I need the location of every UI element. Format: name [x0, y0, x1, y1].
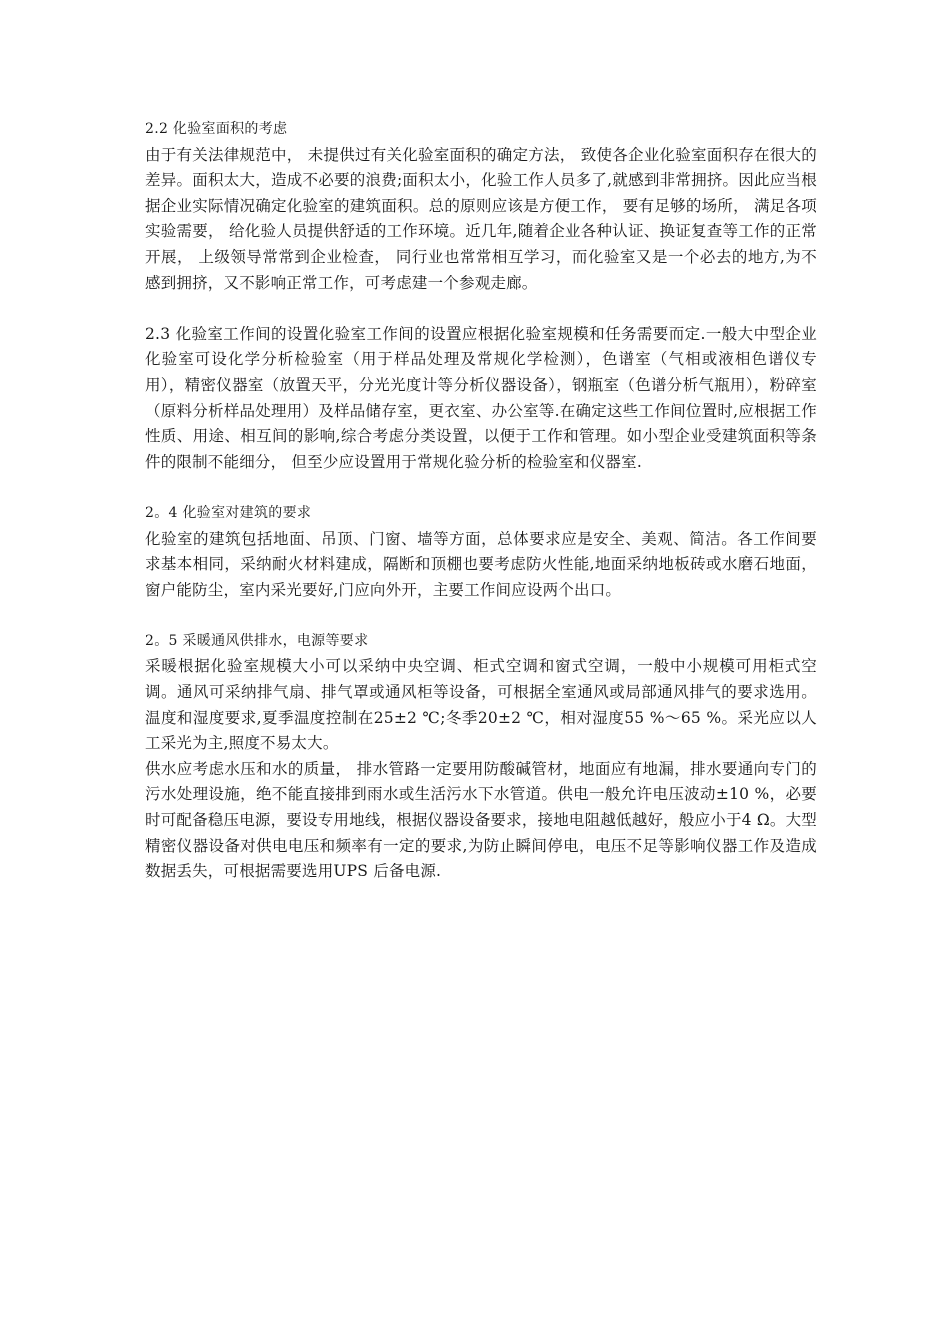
section-paragraph: 采暖根据化验室规模大小可以采纳中央空调、柜式空调和窗式空调，一般中小规模可用柜式空调。通风可采纳排气扇、排气罩或通风柜等设备，可根据全室通风或局部通风排气的要求选用。温度和湿度要求,夏季温度控制在25±2 ℃;冬季20±2 ℃，相对湿度55 %～65 %。采光应以人工采光为主,照度不易太大。: [145, 657, 817, 753]
section-2-5: [145, 629, 817, 885]
document-body: [145, 117, 817, 910]
section-heading: 2.3 化验室工作间的设置化验室工作间的设置应根据化验室规模和任务需要而定.一般大中型企业化验室可设化学分析检验室（用于样品处理及常规化学检测），色谱室（气相或液相色谱仪专用），精密仪器室（放置天平，分光光度计等分析仪器设备），钢瓶室（色谱分析气瓶用），粉碎室（原料分析样品处理用）及样品储存室，更衣室、办公室等.在确定这些工作间位置时,应根据工作性质、用途、相互间的影响,综合考虑分类设置，以便于工作和管理。如小型企业受建筑面积等条件的限制不能细分， 但至少应设置用于常规化验分析的检验室和仪器室.: [145, 324, 817, 471]
section-2-2: [145, 117, 817, 296]
section-paragraph: 化验室的建筑包括地面、吊顶、门窗、墙等方面，总体要求应是安全、美观、简洁。各工作间要求基本相同，采纳耐火材料建成，隔断和顶棚也要考虑防火性能,地面采纳地板砖或水磨石地面，窗户能防尘，室内采光要好,门应向外开，主要工作间应设两个出口。: [145, 529, 817, 599]
section-2-4: [145, 501, 817, 603]
section-heading: 2。4 化验室对建筑的要求: [145, 504, 312, 521]
section-heading: 2。5 采暖通风供排水，电源等要求: [145, 632, 369, 649]
section-paragraph: 由于有关法律规范中， 未提供过有关化验室面积的确定方法， 致使各企业化验室面积存在很大的差异。面积太大，造成不必要的浪费;面积太小，化验工作人员多了,就感到非常拥挤。因此应当根据企业实际情况确定化验室的建筑面积。总的原则应该是方便工作， 要有足够的场所， 满足各项实验需要， 给化验人员提供舒适的工作环境。近几年,随着企业各种认证、换证复查等工作的正常开展， 上级领导常常到企业检查， 同行业也常常相互学习，而化验室又是一个必去的地方,为不感到拥挤，又不影响正常工作，可考虑建一个参观走廊。: [145, 145, 817, 292]
section-paragraph: 供水应考虑水压和水的质量， 排水管路一定要用防酸碱管材，地面应有地漏，排水要通向专门的污水处理设施，绝不能直接排到雨水或生活污水下水管道。供电一般允许电压波动±10 %，必要时可配备稳压电源，要设专用地线，根据仪器设备要求，接地电阻越低越好，般应小于4 Ω。大型精密仪器设备对供电电压和频率有一定的要求,为防止瞬间停电，电压不足等影响仪器工作及造成数据丢失，可根据需要选用UPS 后备电源.: [145, 759, 817, 881]
section-2-3: [145, 322, 817, 476]
section-heading: 2.2 化验室面积的考虑: [145, 121, 288, 137]
